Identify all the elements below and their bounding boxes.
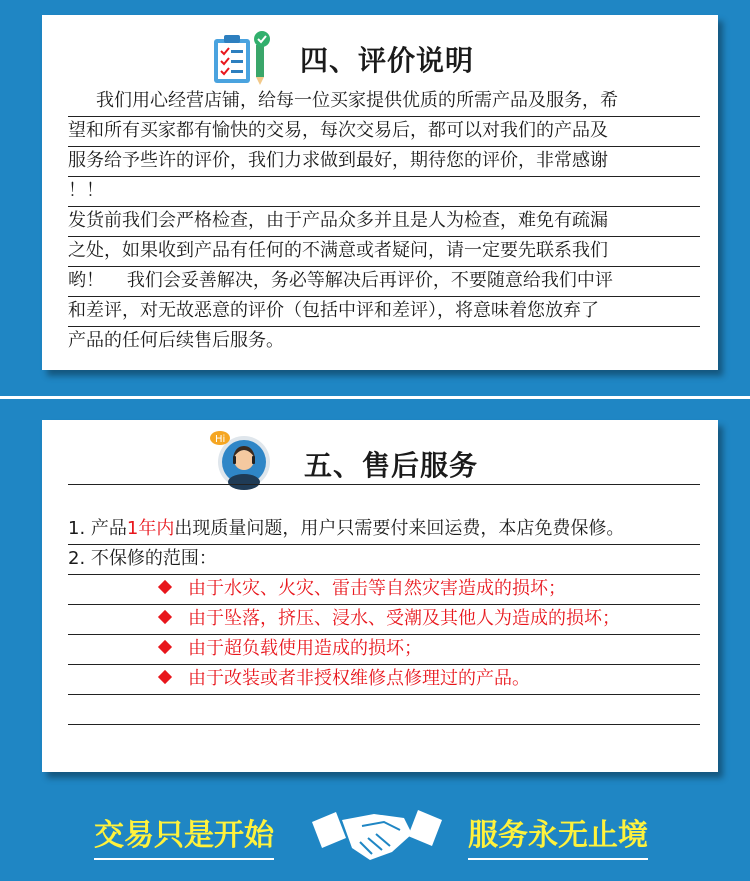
review-title: 四、评价说明 <box>300 44 475 77</box>
exclusion-item: 由于坠落，挤压、浸水、受潮及其他人为造成的损坏； <box>68 605 700 635</box>
section-divider <box>0 396 750 399</box>
after-sales-text-block <box>68 484 700 725</box>
review-line: 哟！ 我们会妥善解决，务必等解决后再评价，不要随意给我们中评 <box>68 267 700 297</box>
diamond-bullet-icon <box>158 640 172 654</box>
review-title-row <box>42 25 718 91</box>
after-sales-title-row <box>42 426 718 492</box>
handshake-icon <box>312 804 442 868</box>
checklist-icon <box>212 29 276 91</box>
review-line: 服务给予些许的评价，我们力求做到最好，期待您的评价，非常感谢 <box>68 147 700 177</box>
slogan-right: 服务永无止境 <box>468 810 648 860</box>
diamond-bullet-icon <box>158 670 172 684</box>
review-line: 和差评，对无故恶意的评价（包括中评和差评），将意味着您放弃了 <box>68 297 700 327</box>
slogan-left: 交易只是开始 <box>94 810 274 860</box>
exclusion-item: 由于超负载使用造成的损坏； <box>68 635 700 665</box>
warranty-period: 1年内 <box>126 518 175 539</box>
hi-badge: Hi <box>215 434 226 445</box>
review-line: 产品的任何后续售后服务。 <box>68 330 284 351</box>
exclusions-heading: 2. 不保修的范围： <box>68 545 700 575</box>
review-line: ！！ <box>68 177 700 207</box>
warranty-suffix: 出现质量问题，用户只需要付来回运费，本店免费保修。 <box>174 518 625 539</box>
review-line: 望和所有买家都有愉快的交易，每次交易后，都可以对我们的产品及 <box>68 117 700 147</box>
review-line: 之处，如果收到产品有任何的不满意或者疑问，请一定要先联系我们 <box>68 237 700 267</box>
review-line: 发货前我们会严格检查，由于产品众多并且是人为检查，难免有疏漏 <box>68 207 700 237</box>
blank-line <box>68 695 700 725</box>
review-line: 我们用心经营店铺，给每一位买家提供优质的所需产品及服务，希 <box>68 87 700 117</box>
exclusion-item: 由于改装或者非授权维修点修理过的产品。 <box>68 665 700 695</box>
after-sales-title: 五、售后服务 <box>304 449 479 482</box>
review-panel <box>42 15 718 370</box>
warranty-line <box>68 515 700 545</box>
review-text-block <box>68 87 700 357</box>
warranty-prefix: 1. 产品 <box>68 518 127 539</box>
diamond-bullet-icon <box>158 580 172 594</box>
diamond-bullet-icon <box>158 610 172 624</box>
after-sales-panel <box>42 420 718 772</box>
exclusion-item: 由于水灾、火灾、雷击等自然灾害造成的损坏； <box>68 575 700 605</box>
